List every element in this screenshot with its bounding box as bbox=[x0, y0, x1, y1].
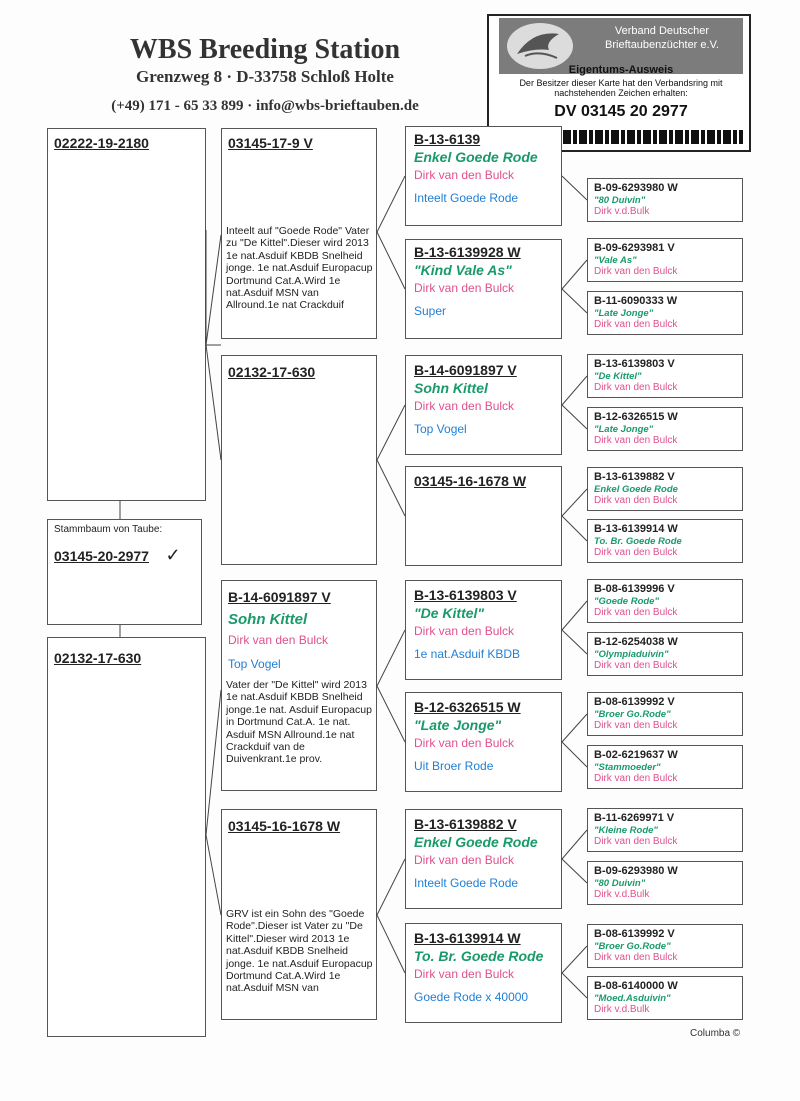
gen4-ring: B-08-6139992 V bbox=[594, 696, 675, 708]
sire-ring: 02222-19-2180 bbox=[54, 135, 149, 151]
gen2-box-4 bbox=[221, 809, 377, 1020]
gen3-ring: B-13-6139914 W bbox=[414, 930, 521, 946]
gen4-pigeon-name: Enkel Goede Rode bbox=[594, 484, 678, 495]
gen4-box bbox=[587, 354, 743, 398]
gen4-ring: B-09-6293980 W bbox=[594, 865, 678, 877]
gen2-ring: 03145-17-9 V bbox=[228, 135, 313, 151]
gen4-box bbox=[587, 467, 743, 511]
gen4-box bbox=[587, 808, 743, 852]
gen3-ring: B-13-6139882 V bbox=[414, 816, 517, 832]
gen3-pigeon-name: To. Br. Goede Rode bbox=[414, 948, 544, 964]
gen4-pigeon-name: "Late Jonge" bbox=[594, 308, 654, 319]
gen3-pigeon-name: Enkel Goede Rode bbox=[414, 834, 538, 850]
gen3-breeder: Dirk van den Bulck bbox=[414, 399, 515, 413]
gen4-ring: B-08-6139996 V bbox=[594, 583, 675, 595]
gen4-box bbox=[587, 745, 743, 789]
gen4-breeder: Dirk van den Bulck bbox=[594, 836, 678, 847]
gen4-box bbox=[587, 291, 743, 335]
gen4-pigeon-name: "Olympiaduivin" bbox=[594, 649, 669, 660]
gen4-pigeon-name: "Late Jonge" bbox=[594, 424, 654, 435]
gen4-ring: B-12-6326515 W bbox=[594, 411, 678, 423]
gen3-pigeon-name: "De Kittel" bbox=[414, 605, 485, 621]
gen4-pigeon-name: "Goede Rode" bbox=[594, 596, 659, 607]
gen3-pigeon-name: "Late Jonge" bbox=[414, 717, 502, 733]
gen3-ring: 03145-16-1678 W bbox=[414, 473, 527, 489]
gen4-ring: B-12-6254038 W bbox=[594, 636, 678, 648]
gen4-ring: B-11-6269971 V bbox=[594, 812, 675, 824]
gen4-ring: B-09-6293980 W bbox=[594, 182, 678, 194]
gen2-box-3 bbox=[221, 580, 377, 791]
gen4-ring: B-02-6219637 W bbox=[594, 749, 678, 761]
gen3-extra: Inteelt Goede Rode bbox=[414, 876, 519, 890]
subject-label: Stammbaum von Taube: bbox=[54, 524, 163, 535]
footer-credit: Columba © bbox=[690, 1028, 741, 1039]
gen4-pigeon-name: "Broer Go.Rode" bbox=[594, 941, 671, 952]
gen4-pigeon-name: "Stammoeder" bbox=[594, 762, 661, 773]
gen4-box bbox=[587, 861, 743, 905]
gen4-box bbox=[587, 178, 743, 222]
gen4-breeder: Dirk van den Bulck bbox=[594, 660, 678, 671]
gen2-ring: B-14-6091897 V bbox=[228, 589, 331, 605]
gen4-ring: B-08-6139992 V bbox=[594, 928, 675, 940]
gen4-ring: B-13-6139914 W bbox=[594, 523, 678, 535]
gen2-breeder: Dirk van den Bulck bbox=[228, 633, 329, 647]
gen4-pigeon-name: "Vale As" bbox=[594, 255, 637, 266]
contact-line: (+49) 171 - 65 33 899 · info@wbs-brieftauben.de bbox=[111, 98, 419, 114]
gen3-breeder: Dirk van den Bulck bbox=[414, 624, 515, 638]
gen3-box-7 bbox=[405, 809, 562, 909]
gen3-box-1 bbox=[405, 126, 562, 226]
gen3-box-6 bbox=[405, 692, 562, 792]
gen4-ring: B-09-6293981 V bbox=[594, 242, 675, 254]
gen3-extra: Goede Rode x 40000 bbox=[414, 990, 529, 1004]
gen3-extra: Super bbox=[414, 304, 447, 318]
gen4-breeder: Dirk van den Bulck bbox=[594, 382, 678, 393]
gen4-pigeon-name: "Broer Go.Rode" bbox=[594, 709, 671, 720]
gen4-breeder: Dirk van den Bulck bbox=[594, 547, 678, 558]
gen3-pigeon-name: Enkel Goede Rode bbox=[414, 149, 538, 165]
gen4-breeder: Dirk van den Bulck bbox=[594, 773, 678, 784]
gen4-box bbox=[587, 407, 743, 451]
card-ring-number: DV 03145 20 2977 bbox=[554, 103, 688, 120]
subject-box bbox=[47, 519, 202, 625]
gen3-ring: B-12-6326515 W bbox=[414, 699, 521, 715]
gen3-extra: Inteelt Goede Rode bbox=[414, 191, 519, 205]
gen2-desc: GRV ist ein Sohn des "Goede Rode".Dieser ist Vater zu "De Kittel".Dieser wird 2013 1e nat.Asduif KBDB Snelheid jonge. 1e nat.Asduif Europacup Dortmund Cat.A.Wird 1e nat.Asduif MSN van bbox=[226, 908, 373, 995]
gen2-desc: Vater der "De Kittel" wird 2013 1e nat.Asduif KBDB Snelheid jonge.1e nat. Asduif Europacup in Dortmund Cat.A. 1e nat. Asduif MSN Allround.1e nat Crackduif van de Duivenkrant.1e prov. bbox=[226, 679, 372, 766]
gen4-pigeon-name: To. Br. Goede Rode bbox=[594, 536, 682, 547]
gen4-ring: B-13-6139803 V bbox=[594, 358, 675, 370]
gen4-box bbox=[587, 519, 743, 563]
gen3-ring: B-13-6139928 W bbox=[414, 244, 521, 260]
subject-ring: 03145-20-2977 bbox=[54, 548, 149, 564]
gen4-box bbox=[587, 924, 743, 968]
gen3-breeder: Dirk van den Bulck bbox=[414, 281, 515, 295]
gen4-pigeon-name: "80 Duivin" bbox=[594, 878, 646, 889]
gen2-box-2 bbox=[221, 355, 377, 565]
card-org: Verband Deutscher Brieftaubenzüchter e.V. bbox=[605, 25, 719, 51]
gen4-breeder: Dirk v.d.Bulk bbox=[594, 1004, 650, 1015]
gen3-breeder: Dirk van den Bulck bbox=[414, 853, 515, 867]
gen4-pigeon-name: "Moed.Asduivin" bbox=[594, 993, 671, 1004]
gen2-box-1 bbox=[221, 128, 377, 339]
gen3-ring: B-14-6091897 V bbox=[414, 362, 517, 378]
gen2-desc: Inteelt auf "Goede Rode" Vater zu "De Kittel".Dieser wird 2013 1e nat.Asduif KBDB Snelheid jonge. 1e nat.Asduif Europacup Dortmund Cat.A.Wird 1e nat.Asduif MSN van Allround.1e nat Crackduif bbox=[226, 225, 373, 312]
gen4-breeder: Dirk van den Bulck bbox=[594, 319, 678, 330]
gen4-pigeon-name: "De Kittel" bbox=[594, 371, 642, 382]
gen4-box bbox=[587, 632, 743, 676]
card-title: Eigentums-Ausweis bbox=[568, 64, 674, 76]
gen4-breeder: Dirk v.d.Bulk bbox=[594, 889, 650, 900]
gen3-ring: B-13-6139803 V bbox=[414, 587, 517, 603]
gen2-extra: Top Vogel bbox=[228, 657, 281, 671]
gen3-ring: B-13-6139 bbox=[414, 131, 481, 147]
gen4-breeder: Dirk van den Bulck bbox=[594, 720, 678, 731]
card-subtitle: Der Besitzer dieser Karte hat den Verbandsring mit nachstehenden Zeichen erhalten: bbox=[519, 78, 723, 98]
gen2-pigeon-name: Sohn Kittel bbox=[228, 611, 308, 628]
gen4-ring: B-11-6090333 W bbox=[594, 295, 678, 307]
gen3-box-2 bbox=[405, 239, 562, 339]
page-title: WBS Breeding Station bbox=[129, 34, 401, 65]
sire-box bbox=[47, 128, 206, 501]
address-line: Grenzweg 8 · D-33758 Schloß Holte bbox=[136, 67, 394, 86]
gen3-box-8 bbox=[405, 923, 562, 1023]
gen3-pigeon-name: Sohn Kittel bbox=[414, 380, 488, 396]
gen4-pigeon-name: "80 Duivin" bbox=[594, 195, 646, 206]
gen3-box-5 bbox=[405, 580, 562, 680]
gen2-ring: 02132-17-630 bbox=[228, 364, 316, 380]
gen3-breeder: Dirk van den Bulck bbox=[414, 736, 515, 750]
gen2-ring: 03145-16-1678 W bbox=[228, 818, 341, 834]
gen4-breeder: Dirk van den Bulck bbox=[594, 495, 678, 506]
gen4-breeder: Dirk van den Bulck bbox=[594, 607, 678, 618]
gen3-extra: Uit Broer Rode bbox=[414, 759, 494, 773]
gen4-box bbox=[587, 238, 743, 282]
gen4-ring: B-13-6139882 V bbox=[594, 471, 675, 483]
gen3-pigeon-name: "Kind Vale As" bbox=[414, 262, 512, 278]
gen4-ring: B-08-6140000 W bbox=[594, 980, 678, 992]
check-mark: ✓ bbox=[165, 545, 181, 565]
gen3-extra: Top Vogel bbox=[414, 422, 467, 436]
gen4-breeder: Dirk van den Bulck bbox=[594, 952, 678, 963]
gen4-breeder: Dirk van den Bulck bbox=[594, 435, 678, 446]
gen4-box bbox=[587, 976, 743, 1020]
gen4-box bbox=[587, 692, 743, 736]
gen4-pigeon-name: "Kleine Rode" bbox=[594, 825, 658, 836]
dam-box bbox=[47, 637, 206, 1037]
gen4-breeder: Dirk van den Bulck bbox=[594, 266, 678, 277]
gen3-breeder: Dirk van den Bulck bbox=[414, 967, 515, 981]
gen3-box-3 bbox=[405, 355, 562, 455]
gen3-extra: 1e nat.Asduif KBDB bbox=[414, 647, 521, 661]
gen3-breeder: Dirk van den Bulck bbox=[414, 168, 515, 182]
gen4-breeder: Dirk v.d.Bulk bbox=[594, 206, 650, 217]
gen4-box bbox=[587, 579, 743, 623]
gen3-box-4 bbox=[405, 466, 562, 566]
dam-ring: 02132-17-630 bbox=[54, 650, 142, 666]
